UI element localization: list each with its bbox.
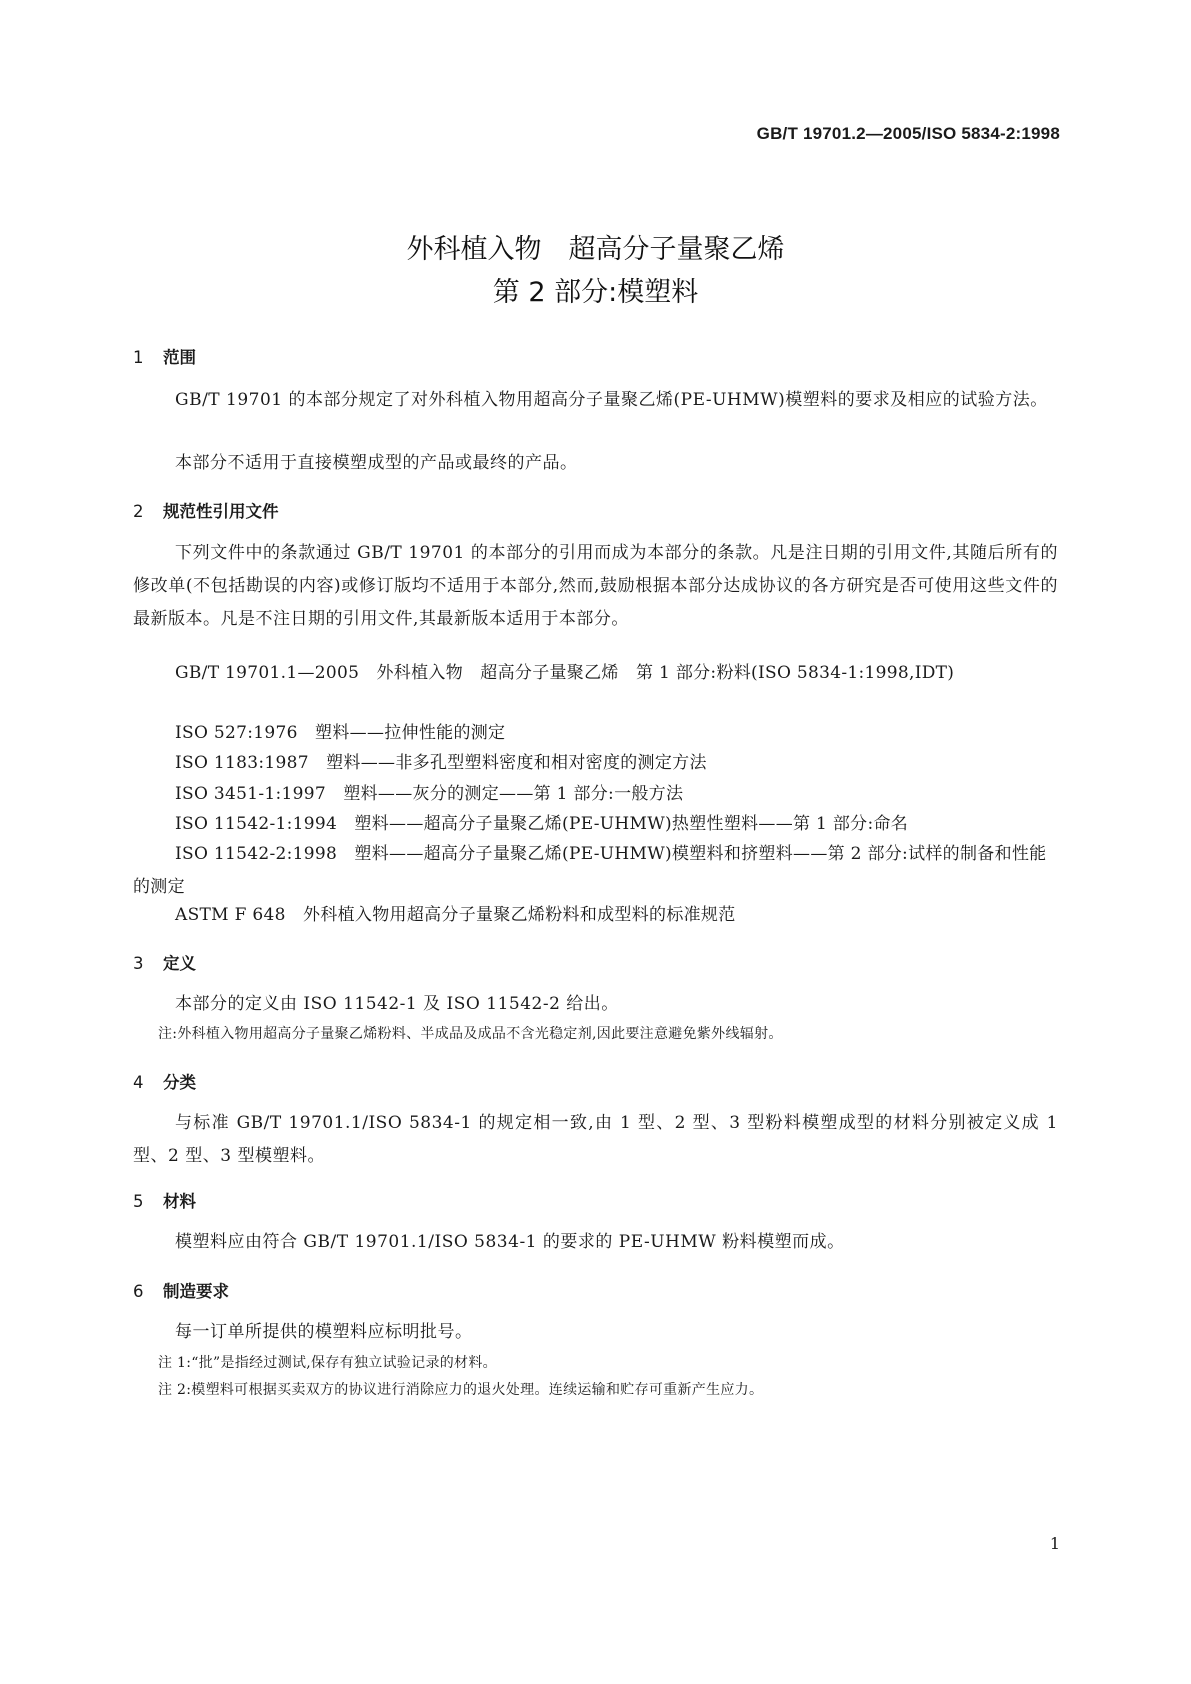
section-5-heading: 5 材料	[133, 1192, 196, 1211]
section-6-note-1: 注 1:“批”是指经过测试,保存有独立试验记录的材料。	[158, 1355, 497, 1371]
section-5-paragraph-1: 模塑料应由符合 GB/T 19701.1/ISO 5834-1 的要求的 PE-UHMW 粉料模塑而成。	[175, 1232, 845, 1252]
title-line-2: 第 2 部分:模塑料	[492, 277, 699, 308]
reference-item: GB/T 19701.1—2005 外科植入物 超高分子量聚乙烯 第 1 部分:粉料(ISO 5834-1:1998,IDT)	[175, 663, 955, 683]
document-title	[0, 228, 1191, 314]
section-3-paragraph-1: 本部分的定义由 ISO 11542-1 及 ISO 11542-2 给出。	[175, 994, 619, 1014]
section-4-heading: 4 分类	[133, 1073, 196, 1092]
reference-item: ISO 11542-1:1994 塑料——超高分子量聚乙烯(PE-UHMW)热塑性塑料——第 1 部分:命名	[175, 814, 909, 834]
reference-item: ISO 3451-1:1997 塑料——灰分的测定——第 1 部分:一般方法	[175, 784, 684, 804]
section-6-heading: 6 制造要求	[133, 1282, 229, 1301]
section-1-heading: 1 范围	[133, 348, 196, 367]
reference-item: ASTM F 648 外科植入物用超高分子量聚乙烯粉料和成型料的标准规范	[175, 905, 736, 925]
section-1-paragraph-1: GB/T 19701 的本部分规定了对外科植入物用超高分子量聚乙烯(PE-UHMW)模塑料的要求及相应的试验方法。	[175, 390, 1048, 410]
reference-item: ISO 527:1976 塑料——拉伸性能的测定	[175, 723, 506, 743]
reference-item: ISO 1183:1987 塑料——非多孔型塑料密度和相对密度的测定方法	[175, 753, 707, 773]
standard-code: GB/T 19701.2—2005/ISO 5834-2:1998	[756, 124, 1060, 143]
title-line-1: 外科植入物 超高分子量聚乙烯	[406, 234, 785, 265]
section-4-paragraph-1: 与标准 GB/T 19701.1/ISO 5834-1 的规定相一致,由 1 型、2 型、3 型粉料模塑成型的材料分别被定义成 1 型、2 型、3 型模塑料。	[133, 1113, 1058, 1166]
section-2-heading: 2 规范性引用文件	[133, 502, 279, 521]
section-2-paragraph-1: 下列文件中的条款通过 GB/T 19701 的本部分的引用而成为本部分的条款。凡是注日期的引用文件,其随后所有的修改单(不包括勘误的内容)或修订版均不适用于本部分,然而,鼓励根据本部分达成协议的各方研究是否可使用这些文件的最新版本。凡是不注日期的引用文件,其最新版本适用于本部分。	[133, 543, 1058, 629]
page-number: 1	[1049, 1534, 1060, 1553]
section-6-note-2: 注 2:模塑料可根据买卖双方的协议进行消除应力的退火处理。连续运输和贮存可重新产生应力。	[158, 1382, 764, 1398]
section-3-heading: 3 定义	[133, 954, 196, 973]
section-6-paragraph-1: 每一订单所提供的模塑料应标明批号。	[175, 1322, 473, 1342]
section-1-paragraph-2: 本部分不适用于直接模塑成型的产品或最终的产品。	[175, 453, 578, 473]
reference-item: ISO 11542-2:1998 塑料——超高分子量聚乙烯(PE-UHMW)模塑料和挤塑料——第 2 部分:试样的制备和性能的测定	[133, 844, 1047, 897]
section-3-note: 注:外科植入物用超高分子量聚乙烯粉料、半成品及成品不含光稳定剂,因此要注意避免紫外线辐射。	[158, 1026, 783, 1042]
